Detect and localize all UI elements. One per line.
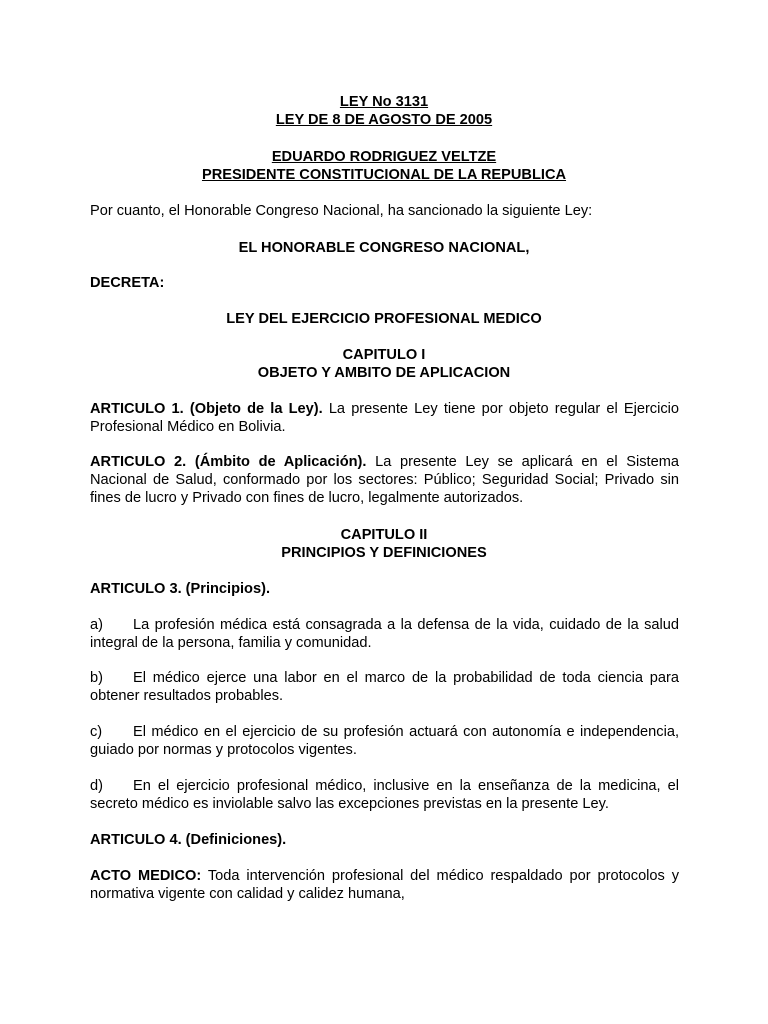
principle-item-b (90, 669, 679, 705)
article2-heading: ARTICULO 2. (Ámbito de Aplicación). (90, 454, 367, 470)
item-label: b) (90, 670, 103, 686)
article4-heading: ARTICULO 4. (Definiciones). (90, 832, 287, 848)
principle-item-a (90, 616, 679, 652)
decreta-heading: DECRETA: (90, 275, 165, 291)
item-text: En el ejercicio profesional médico, inclusive en la enseñanza de la medicina, el secreto médico es inviolable salvo las excepciones previstas en la presente Ley. (90, 778, 679, 812)
principle-item-d (90, 777, 679, 813)
congress-heading: EL HONORABLE CONGRESO NACIONAL, (238, 240, 530, 256)
item-text: El médico ejerce una labor en el marco de la probabilidad de toda ciencia para obtener resultados probables. (90, 670, 679, 704)
acto-medico-definition (90, 867, 679, 903)
law-date: LEY DE 8 DE AGOSTO DE 2005 (275, 112, 493, 128)
president-title: PRESIDENTE CONSTITUCIONAL DE LA REPUBLICA (201, 167, 567, 183)
chapter2-number: CAPITULO II (340, 527, 428, 543)
item-label: d) (90, 778, 103, 794)
acto-medico-text: Toda intervención profesional del médico respaldado por protocolos y normativa vigente con calidad y calidez humana, (90, 868, 680, 902)
principle-item-c (90, 723, 679, 759)
chapter2-title: PRINCIPIOS Y DEFINICIONES (281, 545, 487, 561)
article3-heading: ARTICULO 3. (Principios). (90, 581, 270, 597)
item-text: El médico en el ejercicio de su profesión actuará con autonomía e independencia, guiado por normas y protocolos vigentes. (90, 724, 679, 758)
item-text: La profesión médica está consagrada a la defensa de la vida, cuidado de la salud integral de la persona, familia y comunidad. (90, 617, 679, 651)
item-label: c) (90, 724, 103, 740)
law-title: LEY DEL EJERCICIO PROFESIONAL MEDICO (226, 311, 542, 327)
law-number: LEY No 3131 (339, 94, 429, 110)
chapter1-number: CAPITULO I (342, 347, 426, 363)
item-label: a) (90, 617, 103, 633)
article1-heading: ARTICULO 1. (Objeto de la Ley). (90, 401, 323, 417)
chapter1-title: OBJETO Y AMBITO DE APLICACION (257, 365, 511, 381)
article2-text: La presente Ley se aplicará en el Sistema Nacional de Salud, conformado por los sectores: Público; Seguridad Social; Privado sin fines de lucro y Privado con fines de lucro, legalmente autorizados. (90, 454, 679, 506)
president-name: EDUARDO RODRIGUEZ VELTZE (271, 149, 497, 165)
article2 (90, 453, 679, 507)
article1-text: La presente Ley tiene por objeto regular el Ejercicio Profesional Médico en Bolivia. (90, 401, 679, 435)
article1 (90, 400, 679, 436)
preamble: Por cuanto, el Honorable Congreso Nacional, ha sancionado la siguiente Ley: (90, 203, 593, 219)
acto-medico-term: ACTO MEDICO: (90, 868, 202, 884)
